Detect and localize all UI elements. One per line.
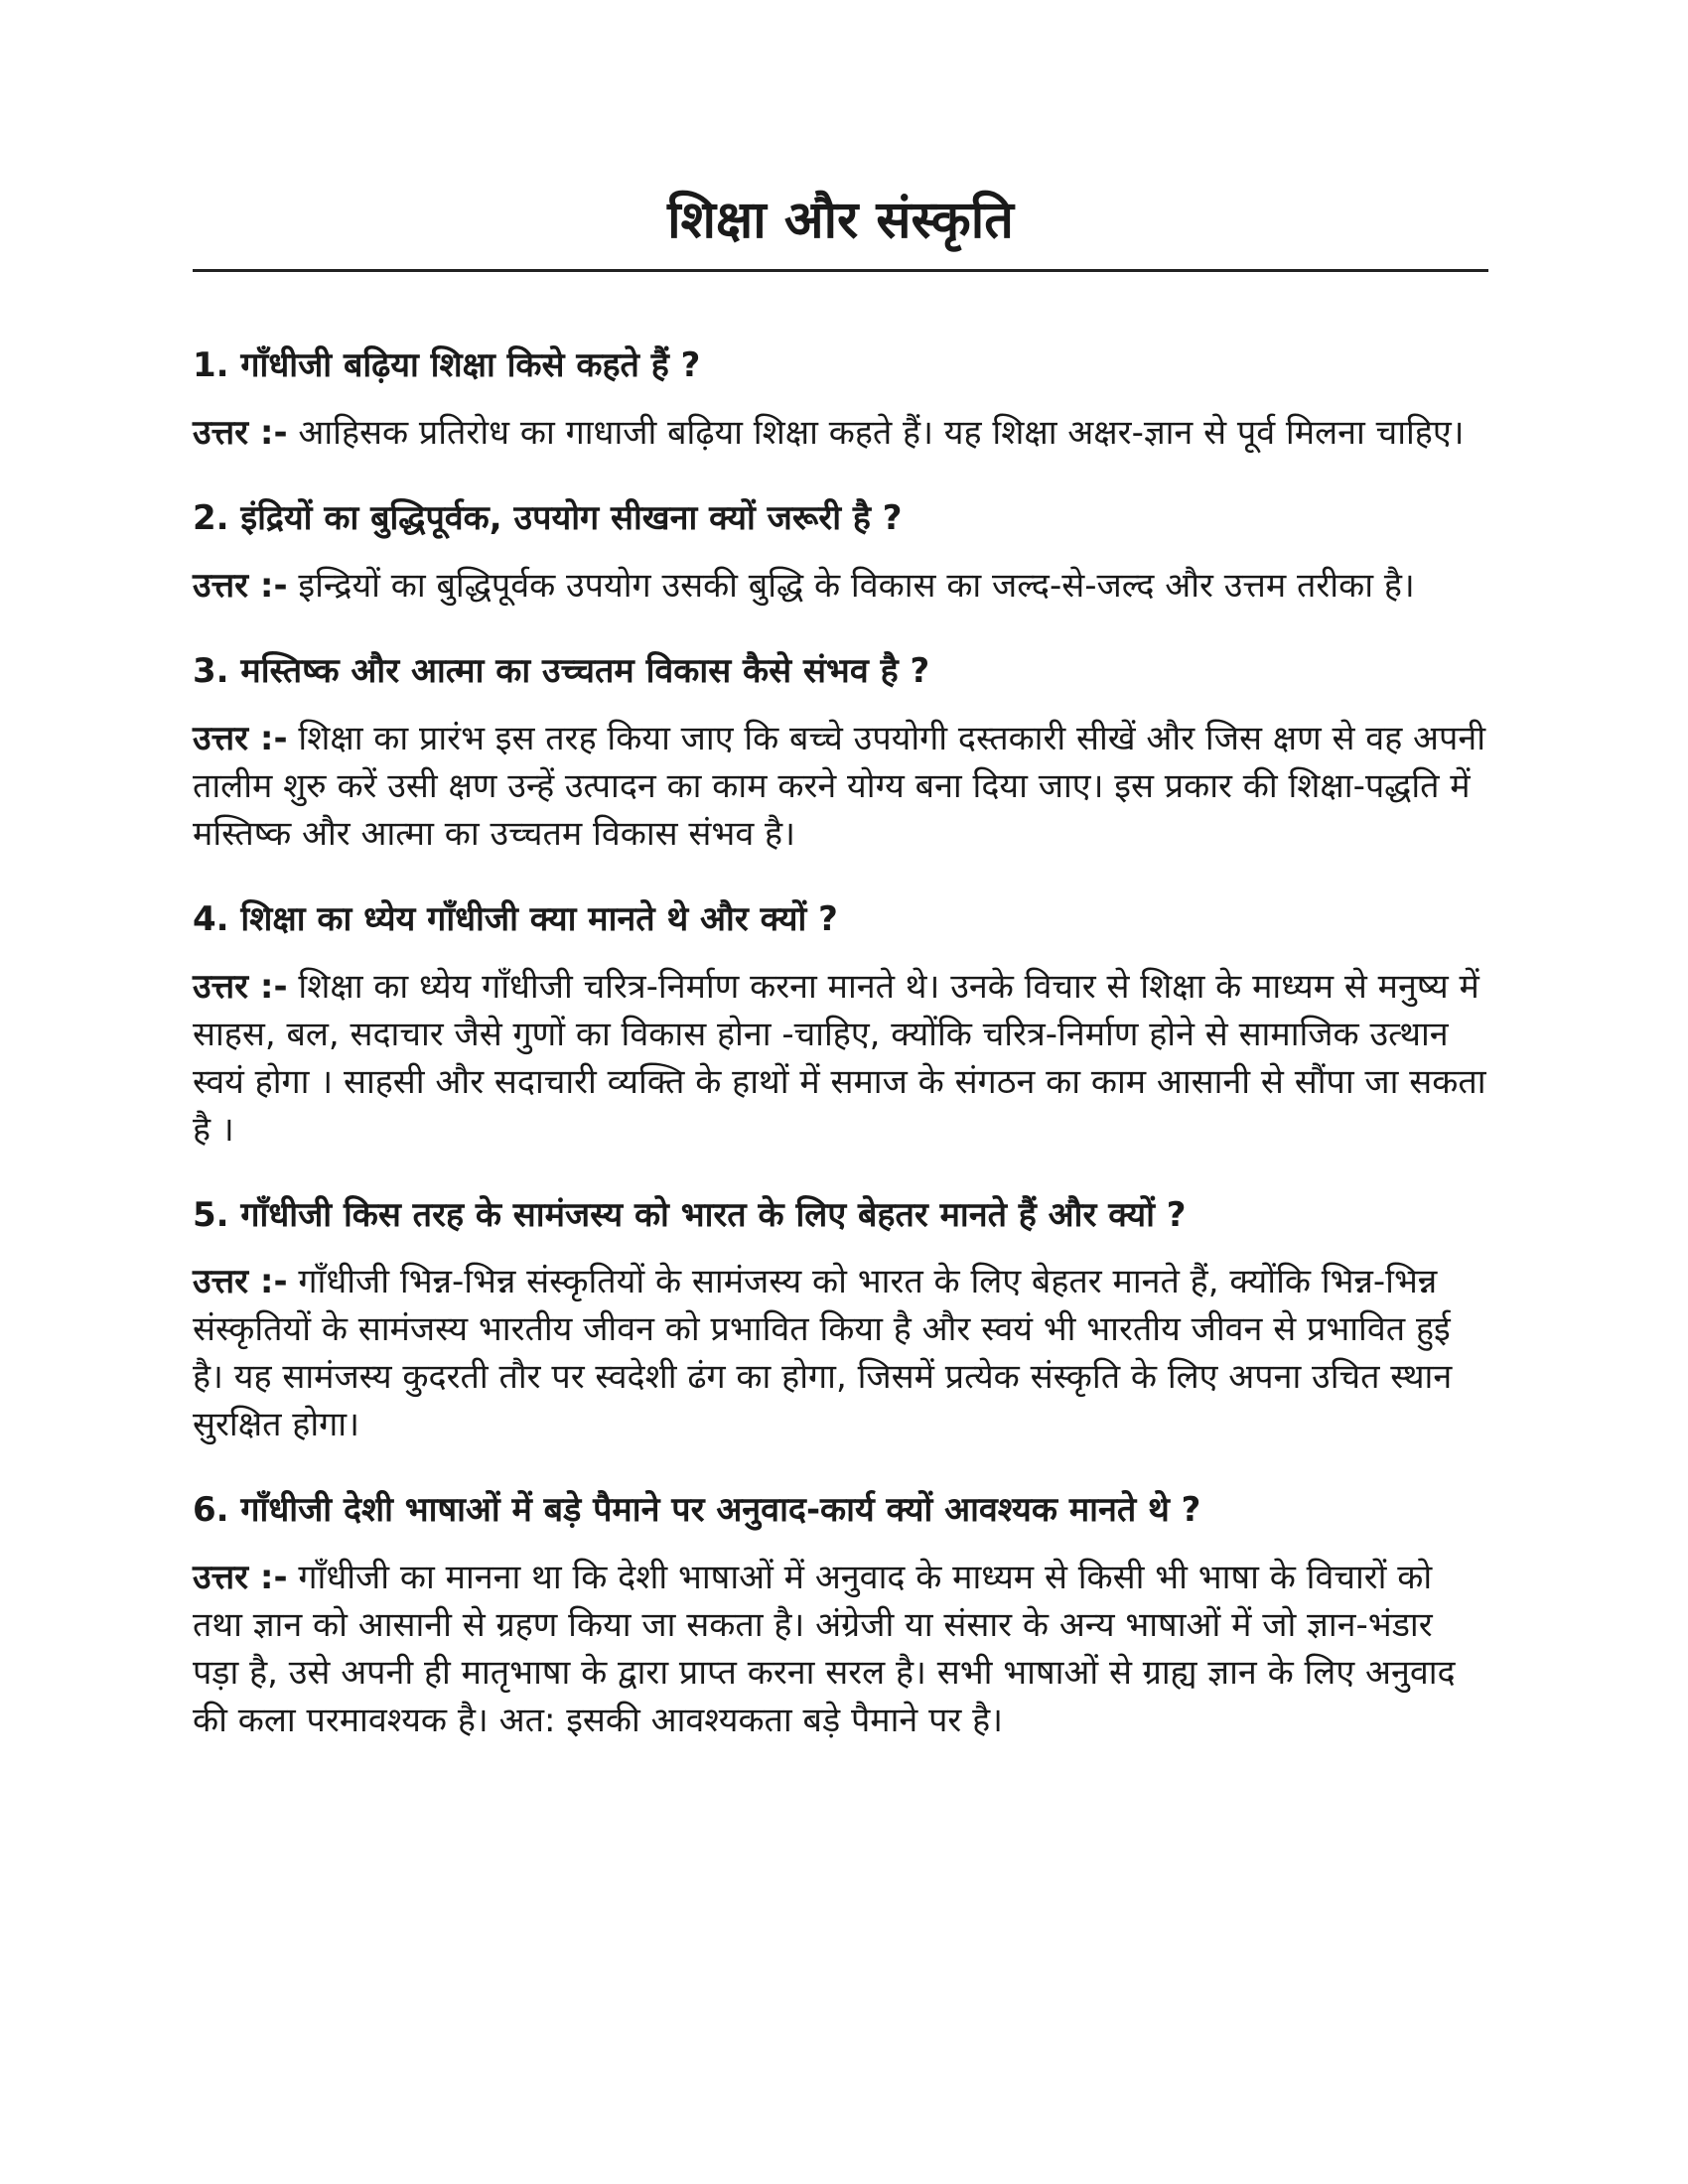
qa-item-4 bbox=[193, 897, 1488, 1154]
answer-5 bbox=[193, 1258, 1488, 1448]
title-divider bbox=[193, 269, 1488, 272]
answer-2 bbox=[193, 562, 1488, 610]
answer-text: गाँधीजी का मानना था कि देशी भाषाओं में अनुवाद के माध्यम से किसी भी भाषा के विचारों को तथा ज्ञान को आसानी से ग्रहण किया जा सकता है। अंग्रेजी या संसार के अन्य भाषाओं में जो ज्ञान-भंडार पड़ा है, उसे अपनी ही मातृभाषा के द्वारा प्राप्त करना सरल है। सभी भाषाओं से ग्राह्य ज्ञान के लिए अनुवाद की कला परमावश्यक है। अत: इसकी आवश्यकता बड़े पैमाने पर है। bbox=[193, 1558, 1456, 1741]
answer-label: उत्तर :- bbox=[193, 966, 288, 1007]
qa-item-6 bbox=[193, 1488, 1488, 1744]
answer-label: उत्तर :- bbox=[193, 1558, 288, 1598]
answer-label: उत्तर :- bbox=[193, 718, 288, 758]
answer-6 bbox=[193, 1554, 1488, 1744]
answer-4 bbox=[193, 963, 1488, 1154]
answer-text: इन्द्रियों का बुद्धिपूर्वक उपयोग उसकी बुद्धि के विकास का जल्द-से-जल्द और उत्तम तरीका है। bbox=[298, 565, 1415, 606]
qa-item-2 bbox=[193, 496, 1488, 610]
document-title: शिक्षा और संस्कृति bbox=[667, 191, 1014, 250]
answer-1 bbox=[193, 409, 1488, 457]
answer-text: शिक्षा का ध्येय गाँधीजी चरित्र-निर्माण करना मानते थे। उनके विचार से शिक्षा के माध्यम से मनुष्य में साहस, बल, सदाचार जैसे गुणों का विकास होना -चाहिए, क्योंकि चरित्र-निर्माण होने से सामाजिक उत्थान स्वयं होगा । साहसी और सदाचारी व्यक्ति के हाथों में समाज के संगठन का काम आसानी से सौंपा जा सकता है । bbox=[193, 966, 1486, 1150]
answer-3 bbox=[193, 715, 1488, 858]
question-4: 4. शिक्षा का ध्येय गाँधीजी क्या मानते थे और क्यों ? bbox=[193, 898, 838, 939]
answer-text: गाँधीजी भिन्न-भिन्न संस्कृतियों के सामंजस्य को भारत के लिए बेहतर मानते हैं, क्योंकि भिन्न-भिन्न संस्कृतियों के सामंजस्य भारतीय जीवन को प्रभावित किया है और स्वयं भी भारतीय जीवन से प्रभावित हुई है। यह सामंजस्य कुदरती तौर पर स्वदेशी ढंग का होगा, जिसमें प्रत्येक संस्कृति के लिए अपना उचित स्थान सुरक्षित होगा। bbox=[193, 1262, 1453, 1445]
question-1: 1. गाँधीजी बढ़िया शिक्षा किसे कहते हैं ? bbox=[193, 345, 701, 385]
qa-item-5 bbox=[193, 1193, 1488, 1449]
question-2: 2. इंद्रियों का बुद्धिपूर्वक, उपयोग सीखना क्यों जरूरी है ? bbox=[193, 497, 903, 538]
qa-item-3 bbox=[193, 649, 1488, 858]
answer-label: उत्तर :- bbox=[193, 565, 288, 606]
answer-label: उत्तर :- bbox=[193, 412, 288, 453]
question-5: 5. गाँधीजी किस तरह के सामंजस्य को भारत के लिए बेहतर मानते हैं और क्यों ? bbox=[193, 1194, 1187, 1235]
question-3: 3. मस्तिष्क और आत्मा का उच्चतम विकास कैसे संभव है ? bbox=[193, 650, 930, 691]
question-6: 6. गाँधीजी देशी भाषाओं में बड़े पैमाने पर अनुवाद-कार्य क्यों आवश्यक मानते थे ? bbox=[193, 1490, 1201, 1531]
qa-item-1 bbox=[193, 343, 1488, 457]
answer-text: आहिसक प्रतिरोध का गाधाजी बढ़िया शिक्षा कहते हैं। यह शिक्षा अक्षर-ज्ञान से पूर्व मिलना चाहिए। bbox=[298, 412, 1465, 453]
answer-label: उत्तर :- bbox=[193, 1262, 288, 1302]
document-page bbox=[193, 189, 1488, 1784]
answer-text: शिक्षा का प्रारंभ इस तरह किया जाए कि बच्चे उपयोगी दस्तकारी सीखें और जिस क्षण से वह अपनी तालीम शुरु करें उसी क्षण उन्हें उत्पादन का काम करने योग्य बना दिया जाए। इस प्रकार की शिक्षा-पद्धति में मस्तिष्क और आत्मा का उच्चतम विकास संभव है। bbox=[193, 718, 1486, 854]
